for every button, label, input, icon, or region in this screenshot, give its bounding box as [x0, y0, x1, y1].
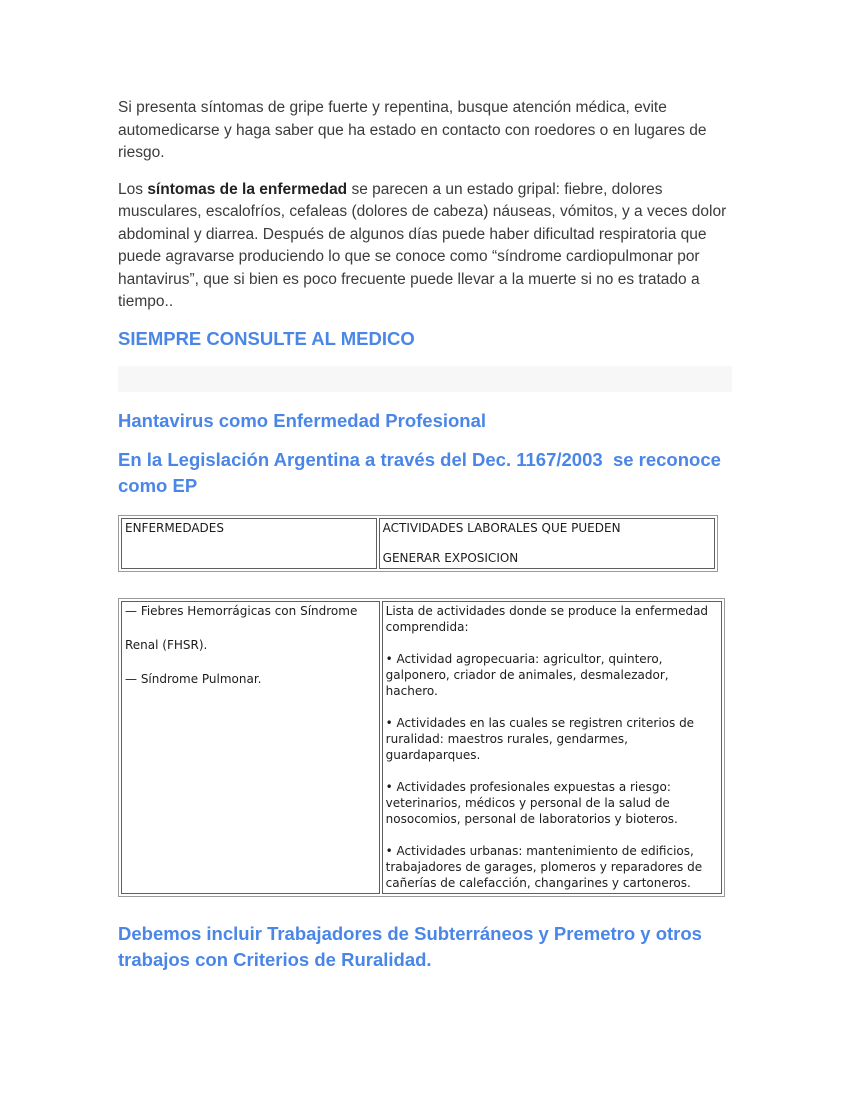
- header-cell-diseases: [121, 518, 377, 569]
- symptoms-prefix: Los: [118, 180, 148, 198]
- document-content: [118, 97, 732, 973]
- cell-diseases-list: [121, 601, 380, 894]
- disease-item: — Fiebres Hemorrágicas con Síndrome: [125, 603, 358, 618]
- heading-include-subway-workers: Debemos incluir Trabajadores de Subterráneos y Premetro y otros trabajos con Criterios de Ruralidad.: [118, 922, 708, 970]
- activity-bullet: • Actividades en las cuales se registren criterios de ruralidad: maestros rurales, gendarmes, guardaparques.: [385, 715, 698, 762]
- heading-argentine-legislation: En la Legislación Argentina a través del Dec. 1167/2003 se reconoce como EP: [118, 448, 727, 496]
- disease-item: Renal (FHSR).: [125, 637, 208, 652]
- header-activities-line1: ACTIVIDADES LABORALES QUE PUEDEN: [382, 520, 621, 535]
- header-diseases-label: ENFERMEDADES: [125, 520, 224, 535]
- activity-bullet: • Actividades profesionales expuestas a riesgo: veterinarios, médicos y personal de la salud de nosocomios, personal de laboratorios y bioteros.: [385, 779, 678, 826]
- symptoms-bold-phrase: síntomas de la enfermedad: [147, 180, 348, 198]
- symptoms-rest: se parecen a un estado gripal: fiebre, dolores musculares, escalofríos, cefaleas (dolores de cabeza) náuseas, vómitos, y a veces dolor abdominal y diarrea. Después de algunos días puede haber dificultad respiratoria que puede agravarse produciendo lo que se conoce como “síndrome cardiopulmonar por hantavirus”, que si bien es poco frecuente puede llevar a la muerte si no es tratado a tiempo..: [118, 180, 731, 310]
- activity-bullet: • Actividades urbanas: mantenimiento de edificios, trabajadores de garages, plomeros y reparadores de cañerías de calefacción, changarines y cartoneros.: [385, 843, 706, 890]
- diseases-activities-detail-table: [118, 598, 725, 897]
- table-row: [121, 601, 722, 894]
- activity-bullet: • Actividad agropecuaria: agricultor, quintero, galponero, criador de animales, desmalezador, hachero.: [385, 651, 673, 698]
- diseases-activities-header-table: [118, 515, 718, 572]
- header-cell-activities: [379, 518, 715, 569]
- intro-paragraph: Si presenta síntomas de gripe fuerte y repentina, busque atención médica, evite automedicarse y haga saber que ha estado en contacto con roedores o en lugares de riesgo.: [118, 99, 711, 161]
- activities-intro: Lista de actividades donde se produce la enfermedad comprendida:: [385, 603, 712, 634]
- cell-activities-list: [382, 601, 722, 894]
- header-activities-line2: GENERAR EXPOSICION: [382, 550, 519, 565]
- gray-divider-bar: [118, 366, 732, 392]
- heading-hantavirus-occupational-disease: Hantavirus como Enfermedad Profesional: [118, 409, 487, 431]
- disease-item: — Síndrome Pulmonar.: [125, 671, 262, 686]
- heading-consult-doctor: SIEMPRE CONSULTE AL MEDICO: [118, 327, 415, 349]
- table-row: [121, 518, 715, 569]
- symptoms-paragraph: [118, 179, 732, 314]
